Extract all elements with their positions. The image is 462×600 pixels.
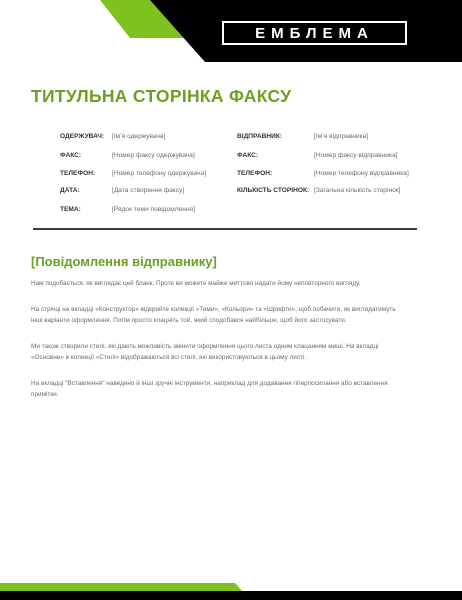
recipient-phone-label: ТЕЛЕФОН: — [60, 170, 96, 177]
date-label: ДАТА: — [60, 187, 80, 194]
message-paragraph[interactable]: На вкладці "Вставлення" наведено й інші зручні інструменти, наприклад для додавання гіперпосилання або вставлення примітки. — [31, 380, 388, 398]
subject-label: ТЕМА: — [60, 206, 81, 213]
section-divider — [33, 228, 417, 230]
sender-label: ВІДПРАВНИК: — [237, 133, 283, 140]
sender-name-field[interactable]: [Ім’я відправника] — [314, 133, 369, 140]
sender-phone-label: ТЕЛЕФОН: — [237, 170, 273, 177]
message-paragraph[interactable]: Нам подобається, як виглядає цей бланк. Проте ви можете майже миттєво надати йому неповторного вигляду. — [31, 280, 361, 287]
recipient-name-field[interactable]: [Ім’я одержувача] — [112, 133, 166, 140]
page-title: ТИТУЛЬНА СТОРІНКА ФАКСУ — [31, 86, 292, 106]
sender-phone-field[interactable]: [Номер телефону відправника] — [314, 170, 409, 177]
recipient-fax-label: ФАКС: — [60, 152, 82, 159]
date-field[interactable]: [Дата створення факсу] — [112, 187, 185, 194]
page-count-field[interactable]: [Загальна кількість сторінок] — [314, 187, 401, 194]
message-heading[interactable]: [Повідомлення відправнику] — [31, 254, 217, 269]
recipient-label: ОДЕРЖУВАЧ: — [60, 133, 105, 140]
footer-decoration — [0, 580, 462, 600]
subject-field[interactable]: [Рядок теми повідомлення] — [112, 206, 195, 213]
recipient-phone-field[interactable]: [Номер телефону одержувача] — [112, 170, 207, 177]
message-paragraph[interactable]: Ми також створили стилі, які дають можливість змінити оформлення цього листа одним клацанням миші. На вкладці «Основне» в колекції «Стилі» відображаються всі стилі, які використовуються в цьому листі. — [31, 343, 379, 361]
message-paragraph[interactable]: На стрічці на вкладці «Конструктор» відкрийте колекції «Теми», «Кольори» та «Шрифти», щоб побачити, як виглядатимуть інші варіанти оформлення. Потім просто клацніть той, який сподобався найбільше, щоб його застосувати. — [31, 306, 396, 324]
sender-fax-field[interactable]: [Номер факсу відправника] — [314, 152, 398, 159]
sender-fax-label: ФАКС: — [237, 152, 259, 159]
recipient-fax-field[interactable]: [Номер факсу одержувача] — [112, 152, 195, 159]
logo-text: ЕМБЛЕМА — [255, 24, 374, 42]
page-count-label: КІЛЬКІСТЬ СТОРІНОК: — [237, 187, 310, 194]
logo-placeholder[interactable] — [222, 21, 407, 45]
